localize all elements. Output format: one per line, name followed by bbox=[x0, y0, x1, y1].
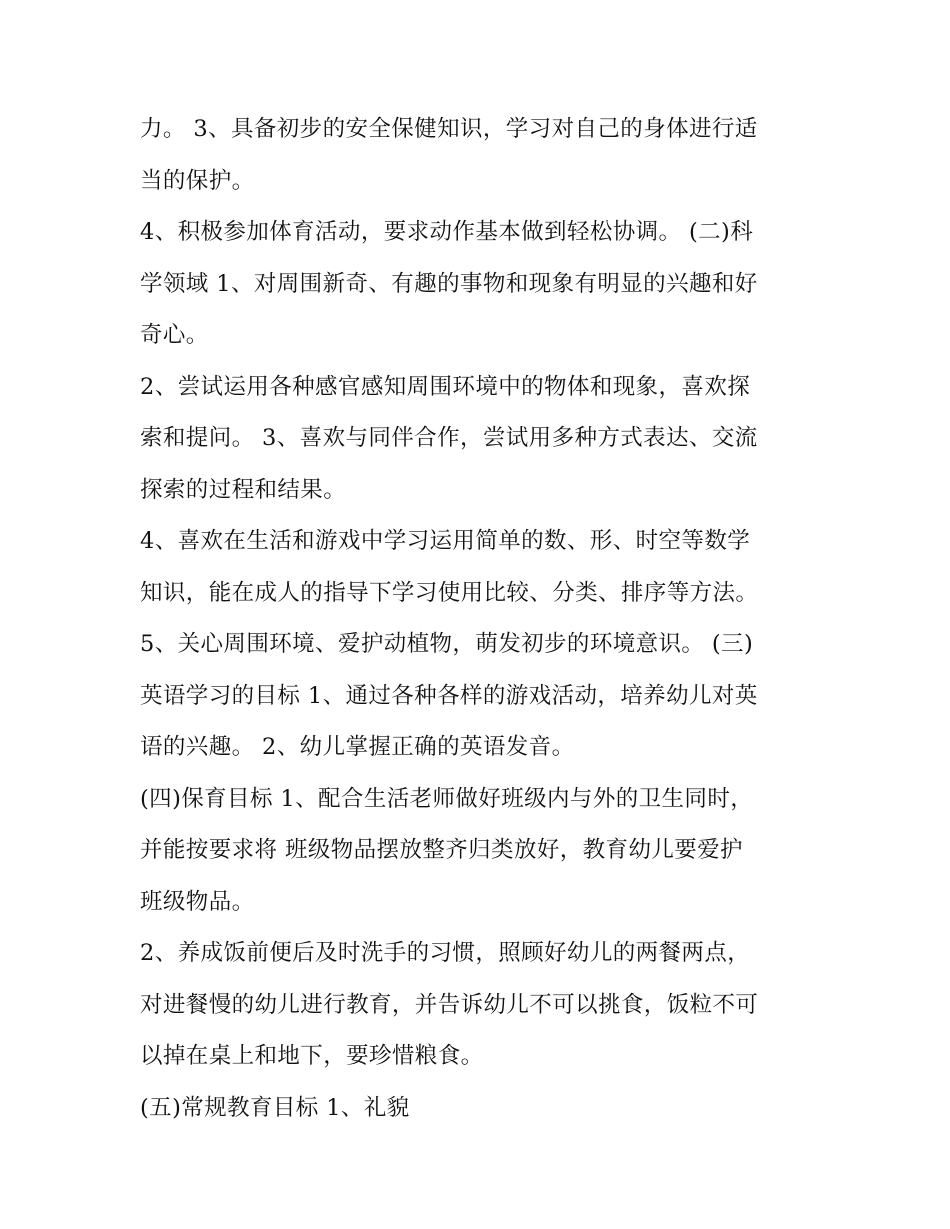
text-line: 知识，能在成人的指导下学习使用比较、分类、排序等方法。 bbox=[140, 579, 759, 606]
text-line: 语的兴趣。 2、幼儿掌握正确的英语发音。 bbox=[140, 734, 575, 760]
text-line: 当的保护。 bbox=[140, 167, 255, 194]
text-line: 4、喜欢在生活和游戏中学习运用简单的数、形、时空等数学 bbox=[140, 528, 751, 554]
text-line: 4、积极参加体育活动，要求动作基本做到轻松协调。 (二)科 bbox=[140, 219, 754, 245]
text-line: 以掉在桌上和地下，要珍惜粮食。 bbox=[140, 1043, 484, 1069]
text-line: 2、养成饭前便后及时洗手的习惯，照顾好幼儿的两餐两点， bbox=[140, 940, 751, 966]
text-line: 力。 3、具备初步的安全保健知识，学习对自己的身体进行适 bbox=[140, 116, 758, 142]
text-line: 对进餐慢的幼儿进行教育，并告诉幼儿不可以挑食，饭粒不可 bbox=[140, 991, 759, 1018]
text-line: 探索的过程和结果。 bbox=[140, 476, 347, 503]
text-line: 班级物品。 bbox=[140, 888, 255, 915]
text-line: 5、关心周围环境、爱护动植物，萌发初步的环境意识。 (三) bbox=[140, 631, 754, 657]
document-body bbox=[140, 104, 830, 1134]
text-line: 2、尝试运用各种感官感知周围环境中的物体和现象，喜欢探 bbox=[140, 373, 751, 400]
text-line: 奇心。 bbox=[140, 322, 209, 348]
text-line: 索和提问。 3、喜欢与同伴合作，尝试用多种方式表达、交流 bbox=[140, 425, 758, 451]
text-line: 学领域 1、对周围新奇、有趣的事物和现象有明显的兴趣和好 bbox=[140, 270, 758, 297]
text-line: (五)常规教育目标 1、礼貌 bbox=[140, 1094, 410, 1121]
text-line: 并能按要求将 班级物品摆放整齐归类放好，教育幼儿要爱护 bbox=[140, 837, 743, 863]
text-line: 英语学习的目标 1、通过各种各样的游戏活动，培养幼儿对英 bbox=[140, 682, 758, 709]
text-line: (四)保育目标 1、配合生活老师做好班级内与外的卫生同时， bbox=[140, 785, 754, 812]
